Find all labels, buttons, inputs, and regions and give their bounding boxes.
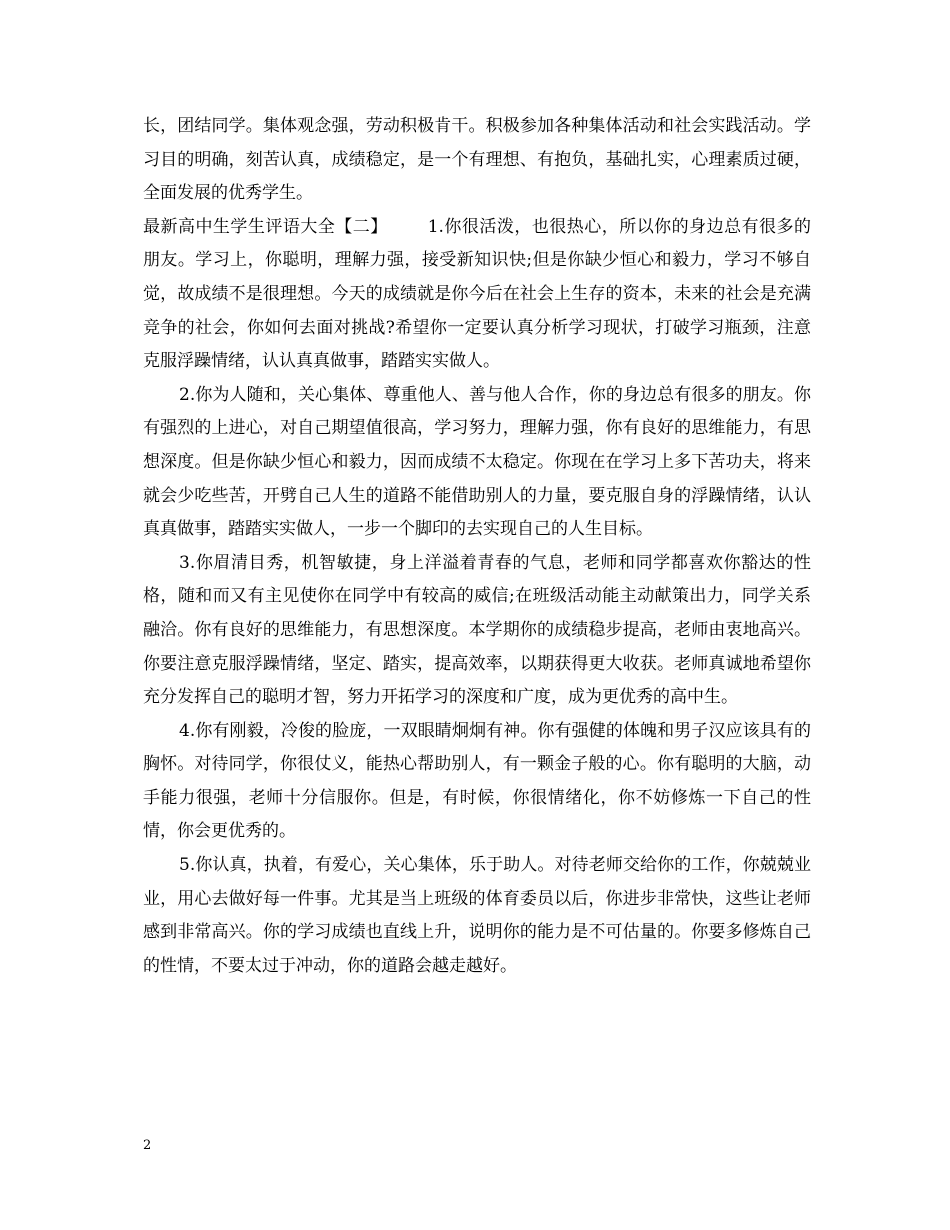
comment-item-4: 4.你有刚毅，冷俊的脸庞，一双眼睛炯炯有神。你有强健的体魄和男子汉应该具有的胸怀。对待同学，你很仗义，能热心帮助别人，有一颗金子般的心。你有聪明的大脑，动手能力很强，老师十分信服你。但是，有时候，你很情绪化，你不妨修炼一下自己的性情，你会更优秀的。: [143, 720, 811, 842]
page-number: 2: [143, 1138, 152, 1153]
document-body: [143, 110, 811, 983]
comment-item-2: 2.你为人随和，关心集体、尊重他人、善与他人合作，你的身边总有很多的朋友。你有强烈的上进心，对自己期望值很高，学习努力，理解力强，你有良好的思维能力，有思想深度。但是你缺少恒心和毅力，因而成绩不太稳定。你现在在学习上多下苦功夫，将来就会少吃些苦，开劈自己人生的道路不能借助别人的力量，要克服自身的浮躁情绪，认认真真做事，踏踏实实做人，一步一个脚印的去实现自己的人生目标。: [143, 384, 811, 540]
comment-item-3: 3.你眉清目秀，机智敏捷，身上洋溢着青春的气息，老师和同学都喜欢你豁达的性格，随和而又有主见使你在同学中有较高的威信;在班级活动能主动献策出力，同学关系融洽。你有良好的思维能力，有思想深度。本学期你的成绩稳步提高，老师由衷地高兴。你要注意克服浮躁情绪，坚定、踏实，提高效率，以期获得更大收获。老师真诚地希望你充分发挥自己的聪明才智，努力开拓学习的深度和广度，成为更优秀的高中生。: [143, 552, 811, 708]
comment-item-5: 5.你认真，执着，有爱心，关心集体，乐于助人。对待老师交给你的工作，你兢兢业业，用心去做好每一件事。尤其是当上班级的体育委员以后，你进步非常快，这些让老师感到非常高兴。你的学习成绩也直线上升，说明你的能力是不可估量的。你要多修炼自己的性情，不要太过于冲动，你的道路会越走越好。: [143, 855, 811, 976]
comment-item-1: 1.你很活泼，也很热心，所以你的身边总有很多的朋友。学习上，你聪明，理解力强，接受新知识快;但是你缺少恒心和毅力，学习不够自觉，故成绩不是很理想。今天的成绩就是你今后在社会上生存的资本，未来的社会是充满竞争的社会，你如何去面对挑战?希望你一定要认真分析学习现状，打破学习瓶颈，注意克服浮躁情绪，认认真真做事，踏踏实实做人。: [143, 216, 812, 372]
section-paragraph-1: [143, 211, 811, 379]
section-heading: 最新高中生学生评语大全【二】: [143, 216, 388, 237]
intro-paragraph: 长，团结同学。集体观念强，劳动积极肯干。积极参加各种集体活动和社会实践活动。学习目的明确，刻苦认真，成绩稳定，是一个有理想、有抱负，基础扎实，心理素质过硬，全面发展的优秀学生。: [143, 116, 811, 204]
